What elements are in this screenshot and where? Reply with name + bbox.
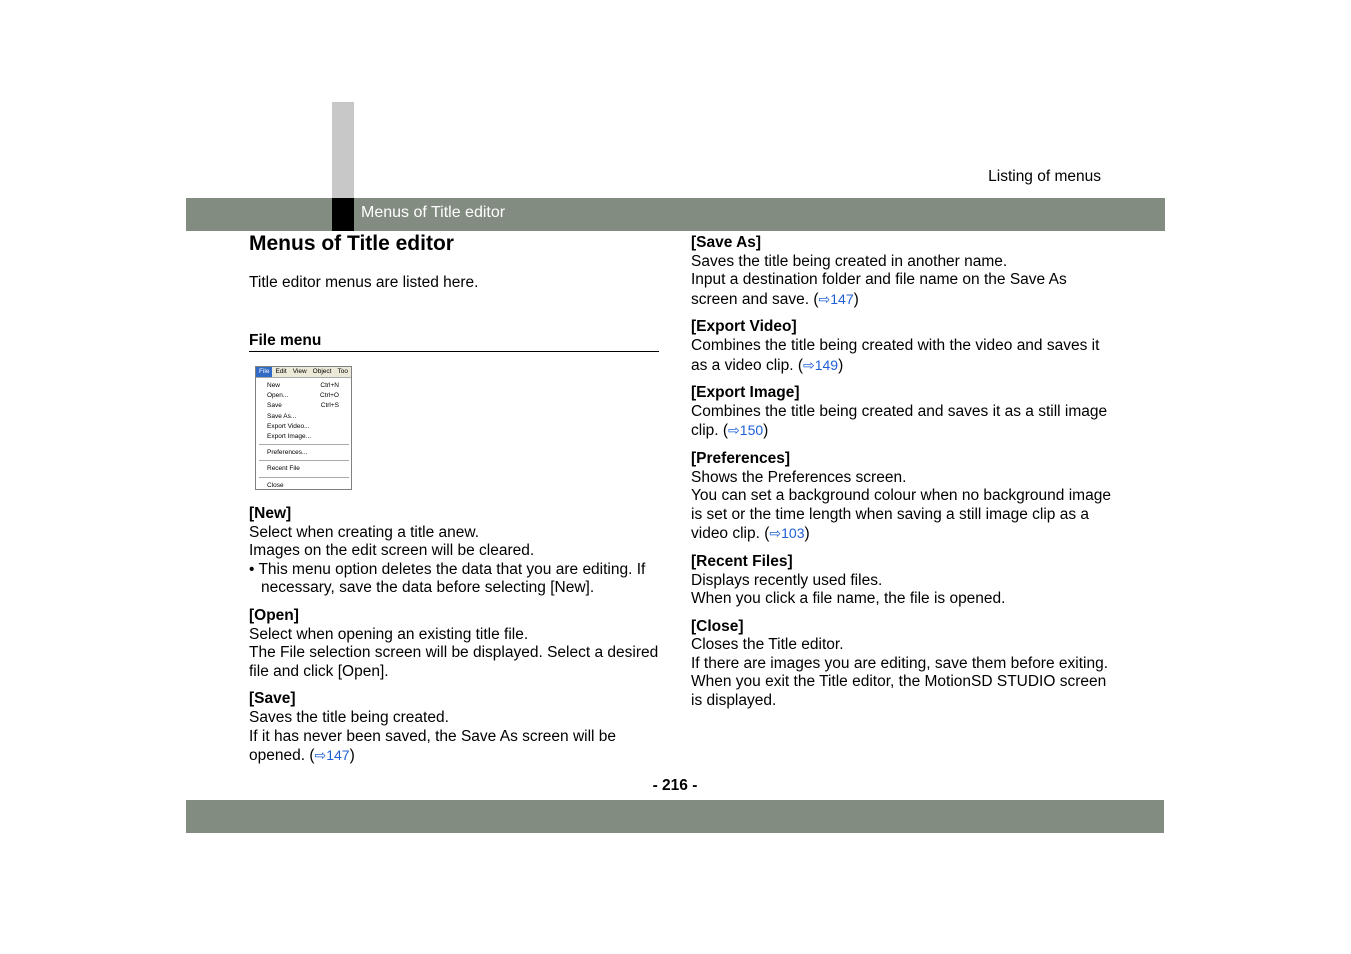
- menu-item-export-image: Export Image...: [267, 432, 312, 440]
- menu-item-open: Open... Ctrl+O: [267, 392, 339, 400]
- header-black-tab: [332, 198, 354, 231]
- arrow-right-outline-icon: ⇨: [314, 747, 327, 764]
- menu-item-new: New Ctrl+N: [267, 382, 339, 389]
- entry-text: Shows the Preferences screen.: [691, 468, 907, 486]
- entry-text: Displays recently used files.: [691, 571, 883, 589]
- section-label: Menus of Title editor: [361, 204, 506, 221]
- entry-heading: [Save As]: [691, 234, 762, 251]
- listing-label: Listing of menus: [988, 168, 1101, 185]
- entry-text: Select when opening an existing title file.: [249, 625, 529, 643]
- page-title: Menus of Title editor: [249, 232, 454, 255]
- header-gray-tab: [332, 102, 354, 198]
- entry-export-image: [691, 384, 1111, 441]
- arrow-right-outline-icon: ⇨: [803, 356, 815, 373]
- entry-new: [249, 505, 664, 598]
- entry-text: Select when creating a title anew.: [249, 523, 480, 541]
- entry-text: Saves the title being created in another name.: [691, 252, 1008, 270]
- menu-item-export-video: Export Video...: [267, 422, 310, 430]
- entry-export-video: [691, 318, 1111, 375]
- entry-text: You can set a background colour when no background image is set or the time length when saving a still image clip as a video clip. (⇨103): [691, 487, 1111, 543]
- right-column: [691, 234, 1111, 711]
- entry-text: If there are images you are editing, save them before exiting.: [691, 654, 1109, 672]
- entry-text: Images on the edit screen will be cleared.: [249, 542, 535, 560]
- intro-text: Title editor menus are listed here.: [249, 274, 479, 291]
- menu-item-close: Close: [267, 481, 284, 489]
- menu-separator: [259, 477, 349, 478]
- menu-items: [256, 378, 351, 490]
- page-ref-link[interactable]: 103: [781, 525, 805, 542]
- entry-heading: [Preferences]: [691, 449, 791, 467]
- page-ref-link[interactable]: 150: [739, 422, 764, 439]
- page-ref-link[interactable]: 147: [830, 290, 854, 307]
- file-menu-subheading: File menu: [249, 332, 659, 352]
- page-ref-link[interactable]: 149: [814, 356, 839, 373]
- menu-view: View: [292, 368, 307, 375]
- entry-text: Input a destination folder and file name on the Save As screen and save. (⇨147): [691, 271, 1067, 308]
- entry-preferences: [691, 450, 1111, 544]
- entry-heading: [Export Video]: [691, 318, 797, 336]
- entry-text: When you click a file name, the file is opened.: [691, 590, 1006, 608]
- menu-bar: [256, 367, 351, 378]
- menu-item-recent-file: Recent File: [267, 465, 300, 473]
- entry-heading: [Close]: [691, 617, 744, 635]
- page-number: - 216 -: [652, 777, 698, 794]
- entry-close: [691, 618, 1111, 711]
- entry-save: [249, 690, 664, 765]
- entry-text: Closes the Title editor.: [691, 636, 844, 654]
- entry-text: Combines the title being created and saves it as a still image clip. (⇨150): [691, 402, 1108, 440]
- menu-separator: [259, 460, 349, 461]
- entry-text: Saves the title being created.: [249, 708, 449, 726]
- menu-item-save: Save Ctrl+S: [267, 402, 339, 410]
- entry-text: Combines the title being created with the video and saves it as a video clip. (⇨149): [691, 336, 1100, 374]
- menu-file: File: [256, 367, 272, 377]
- entry-heading: [Recent Files]: [691, 552, 793, 570]
- entry-open: [249, 607, 664, 681]
- menu-tools: Too: [337, 368, 348, 375]
- menu-object: Object: [312, 368, 332, 375]
- menu-edit: Edit: [275, 368, 287, 375]
- menu-item-save-as: Save As...: [267, 412, 297, 420]
- entry-recent-files: [691, 553, 1111, 609]
- arrow-right-outline-icon: ⇨: [818, 290, 831, 307]
- entry-note: • This menu option deletes the data that you are editing. If necessary, save the data before selecting [New].: [249, 560, 646, 597]
- entry-heading: [New]: [249, 505, 292, 522]
- entry-save-as: [691, 234, 1111, 309]
- menu-item-preferences: Preferences...: [267, 449, 308, 457]
- entry-text: If it has never been saved, the Save As screen will be opened. (⇨147): [249, 727, 617, 765]
- entry-heading: [Export Image]: [691, 384, 800, 402]
- page-ref-link[interactable]: 147: [326, 747, 350, 764]
- left-column: [249, 505, 664, 766]
- entry-heading: [Save]: [249, 690, 296, 708]
- entry-text: The File selection screen will be displayed. Select a desired file and click [Open].: [249, 644, 659, 680]
- footer-bar: [186, 800, 1164, 833]
- entry-text: When you exit the Title editor, the MotionSD STUDIO screen is displayed.: [691, 673, 1107, 710]
- arrow-right-outline-icon: ⇨: [769, 525, 782, 542]
- file-menu-screenshot: [255, 366, 352, 490]
- entry-heading: [Open]: [249, 606, 299, 624]
- menu-separator: [259, 444, 349, 445]
- arrow-right-outline-icon: ⇨: [728, 422, 740, 439]
